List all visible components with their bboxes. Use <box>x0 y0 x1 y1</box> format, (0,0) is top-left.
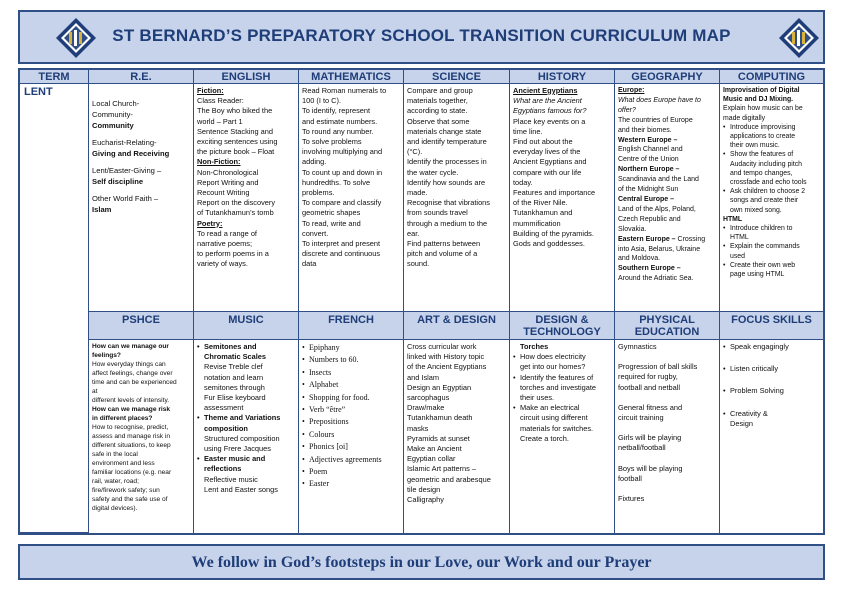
text-line: Gods and goddesses. <box>513 239 585 249</box>
mathematics-content <box>299 84 404 312</box>
header-history: HISTORY <box>510 70 615 84</box>
text-line: Slovakia. <box>618 225 647 233</box>
text-line: What are the Ancient <box>513 96 582 106</box>
header-term: TERM <box>20 70 89 84</box>
text-line: To identify, represent <box>302 106 371 116</box>
subheading: in different places? <box>92 415 153 422</box>
text-line: geometric shapes <box>302 208 361 218</box>
text-line: offer? <box>618 106 636 114</box>
text-line: time line. <box>513 126 543 136</box>
text-line: Scandinavia and the Land <box>618 176 699 184</box>
list-item: reflections <box>204 464 242 474</box>
text-line: To interpret and present <box>302 239 381 249</box>
list-item: get into our homes? <box>520 362 586 372</box>
list-item: • Easter <box>302 478 400 490</box>
spacer <box>618 484 716 494</box>
text-line: football <box>618 473 642 483</box>
text-line: geometric and arabesque <box>407 474 491 484</box>
science-content <box>404 84 510 312</box>
text-line: familiar locations (e.g. near <box>92 469 172 476</box>
text-line: rail, water, road; <box>92 478 139 485</box>
list-item: Chromatic Scales <box>204 352 267 362</box>
art-design-content <box>404 340 510 533</box>
text-line: Identify the processes in <box>407 157 487 167</box>
text-line: safety and the safe use of <box>92 496 168 503</box>
text-line: To read, write and <box>302 218 361 228</box>
text-line: world – Part 1 <box>197 116 243 126</box>
list-item: and tempo changes, <box>730 169 793 177</box>
text-line: Giving and Receiving <box>92 149 170 158</box>
text-line: affect feelings, change over <box>92 370 173 377</box>
text-line: into Asia, Belarus, Ukraine <box>618 245 701 253</box>
subheading: Southern Europe – <box>618 265 681 273</box>
spacer <box>618 454 716 464</box>
list-item: Reflective music <box>204 474 258 484</box>
text-line: through a medium to the <box>407 218 488 228</box>
text-line: discrete and continuous <box>302 249 381 259</box>
subheading: How can we manage risk <box>92 406 171 413</box>
list-item: • Easter music and <box>197 454 295 464</box>
text-line: Islam <box>92 205 112 214</box>
list-item: • Epiphany <box>302 342 400 354</box>
text-line: 100 (I to C). <box>302 96 342 106</box>
text-fragment: Crossing <box>675 235 706 243</box>
list-item: Design <box>730 418 754 428</box>
text-line: Egyptians famous for? <box>513 106 587 116</box>
list-item: songs and create their <box>730 197 799 205</box>
design-technology-content <box>510 340 615 533</box>
term-label: LENT <box>20 84 89 533</box>
list-item: torches and investigate <box>520 382 597 392</box>
text-line: General fitness and <box>618 402 683 412</box>
text-line: Self discipline <box>92 177 144 186</box>
text-line: Around the Adriatic Sea. <box>618 275 694 283</box>
list-item: their own music. <box>730 142 780 150</box>
text-line: and Islam <box>407 372 440 382</box>
text-line: To count up and down in <box>302 167 383 177</box>
list-item: • Problem Solving <box>723 386 820 396</box>
text-line: to perform poems in a <box>197 249 269 259</box>
list-item: • Show the features of <box>723 150 820 159</box>
header-line: PHYSICAL <box>639 314 695 326</box>
text-line: Observe that some <box>407 116 470 126</box>
text-line: The countries of Europe <box>618 116 693 124</box>
text-line: Land of the Alps, Poland, <box>618 205 696 213</box>
spacer <box>618 352 716 362</box>
text-line: according to state. <box>407 106 468 116</box>
text-line: the water cycle. <box>407 167 459 177</box>
list-item: • Phonics [oi] <box>302 441 400 453</box>
text-line: Ancient Egyptians and <box>513 157 587 167</box>
page-title: ST BERNARD’S PREPARATORY SCHOOL TRANSITION CURRICULUM MAP <box>112 26 731 45</box>
text-line: Make an Ancient <box>407 444 462 454</box>
list-item: • Creativity & <box>723 409 820 419</box>
list-item: • Verb “être” <box>302 404 400 416</box>
text-line: To round any number. <box>302 126 374 136</box>
text-line: Czech Republic and <box>618 215 681 223</box>
text-line: today. <box>513 177 533 187</box>
bullet-list <box>723 224 820 279</box>
text-line: and Moldova. <box>618 255 661 263</box>
list-item: Structured composition <box>204 433 280 443</box>
list-item: • Shopping for food. <box>302 392 400 404</box>
list-item: Create a torch. <box>520 433 569 443</box>
text-line: variety of ways. <box>197 259 248 269</box>
list-item: their uses. <box>520 393 555 403</box>
spacer <box>723 352 820 364</box>
text-line: required for rugby, <box>618 372 678 382</box>
list-item: page using HTML <box>730 271 785 279</box>
bullet-list <box>513 352 611 444</box>
text-line: adding. <box>302 157 327 167</box>
header-line: TECHNOLOGY <box>523 326 601 338</box>
text-line: linked with History topic <box>407 352 485 362</box>
text-line: Explain how music can be <box>723 105 803 113</box>
text-line: Cross curricular work <box>407 342 477 351</box>
list-item: used <box>730 252 745 260</box>
list-item: • Introduce improvising <box>723 123 820 132</box>
text-line: hundredths. To solve <box>302 177 371 187</box>
subheading: HTML <box>723 215 743 223</box>
text-line: Place key events on a <box>513 116 586 126</box>
text-line: different levels of intensity. <box>92 397 170 404</box>
header-focus-skills: FOCUS SKILLS <box>720 312 823 340</box>
header-mathematics: MATHEMATICS <box>299 70 404 84</box>
pshce-content <box>89 340 194 533</box>
text-line: English Channel and <box>618 146 683 154</box>
text-line: Tutankhamun and <box>513 208 573 218</box>
text-line: masks <box>407 423 429 433</box>
text-line: Local Church- <box>92 99 140 108</box>
list-item: • Explain the commands <box>723 242 820 251</box>
history-content <box>510 84 615 312</box>
text-line: Building of the pyramids. <box>513 228 594 238</box>
text-line: Report on the discovery <box>197 198 276 208</box>
subheading: Europe: <box>618 87 645 94</box>
school-motto: We follow in God’s footsteps in our Love, our Work and our Prayer <box>191 554 652 571</box>
text-line: at <box>92 388 98 395</box>
header-line: EDUCATION <box>634 326 700 338</box>
bullet-list <box>723 123 820 215</box>
text-line: environment and less <box>92 460 155 467</box>
text-line: Community- <box>92 110 133 119</box>
spacer <box>723 397 820 409</box>
motto-banner <box>18 544 825 580</box>
spacer <box>618 393 716 403</box>
text-line: Compare and group <box>407 86 473 95</box>
text-line: circuit training <box>618 413 664 423</box>
list-item: Fur Elise keyboard <box>204 393 266 403</box>
text-line: sarcophagus <box>407 393 450 403</box>
text-line: mummification <box>513 218 561 228</box>
text-line: Lent/Easter-Giving – <box>92 166 162 175</box>
text-line: Community <box>92 121 134 130</box>
list-item: • Create their own web <box>723 261 820 270</box>
text-line: Eucharist-Relating- <box>92 138 157 147</box>
text-line: sound. <box>407 259 430 269</box>
text-line: problems. <box>302 188 335 198</box>
text-line: compare with our life <box>513 167 582 177</box>
text-line: made. <box>407 188 428 198</box>
text-line: everyday lives of the <box>513 147 581 157</box>
text-line: exciting sentences using <box>197 137 278 147</box>
text-line: of Tutankhamun’s tomb <box>197 208 274 218</box>
text-line: Non-Chronological <box>197 167 259 177</box>
text-line: What does Europe have to <box>618 96 701 104</box>
text-line: Design an Egyptian <box>407 382 472 392</box>
header-design-technology <box>510 312 615 340</box>
subheading: Torches <box>520 342 549 351</box>
list-item: • Adjectives agreements <box>302 454 400 466</box>
list-item: Lent and Easter songs <box>204 484 278 494</box>
subheading: Poetry: <box>197 218 223 228</box>
text-line: data <box>302 259 317 269</box>
list-item: assessment <box>204 403 244 413</box>
header-re: R.E. <box>89 70 194 84</box>
music-content <box>194 340 299 533</box>
list-item: • Semitones and <box>197 342 295 352</box>
subheading: How can we manage our <box>92 343 169 350</box>
list-item: • Prepositions <box>302 416 400 428</box>
title-banner <box>18 10 825 64</box>
header-french: FRENCH <box>299 312 404 340</box>
spacer <box>723 374 820 386</box>
header-english: ENGLISH <box>194 70 299 84</box>
list-item: • Ask children to choose 2 <box>723 187 820 196</box>
header-art-design: ART & DESIGN <box>404 312 510 340</box>
text-line: netball/football <box>618 443 666 453</box>
text-line: narrative poems; <box>197 239 253 249</box>
text-line: fire/firework safety; sun <box>92 487 160 494</box>
header-science: SCIENCE <box>404 70 510 84</box>
text-line: Boys will be playing <box>618 463 683 473</box>
subheading: Northern Europe – <box>618 166 680 174</box>
list-item: • Theme and Variations <box>197 413 295 423</box>
text-line: Girls will be playing <box>618 433 682 443</box>
header-physical-education <box>615 312 720 340</box>
list-item: • Colours <box>302 429 400 441</box>
text-line: (°C). <box>407 147 423 157</box>
text-line: To read a range of <box>197 228 257 238</box>
spacer <box>618 423 716 433</box>
header-music: MUSIC <box>194 312 299 340</box>
text-line: of the River Nile. <box>513 198 568 208</box>
text-line: Recognise that vibrations <box>407 198 490 208</box>
subheading: Central Europe – <box>618 195 675 203</box>
text-line: Tutankhamun death <box>407 413 473 423</box>
text-line: Draw/make <box>407 403 445 413</box>
subheading: Ancient Egyptians <box>513 86 578 95</box>
text-line: How everyday things can <box>92 361 166 368</box>
header-pshce: PSHCE <box>89 312 194 340</box>
text-line: tile design <box>407 484 441 494</box>
text-line: Other World Faith – <box>92 194 159 203</box>
list-item: • Make an electrical <box>513 403 611 413</box>
text-line: of the Ancient Egyptians <box>407 362 487 372</box>
text-line: Centre of the Union <box>618 156 679 164</box>
list-item: using Frere Jacques <box>204 444 271 454</box>
list-item: Revise Treble clef <box>204 362 263 372</box>
geography-content <box>615 84 720 312</box>
text-line: Egyptian collar <box>407 454 456 464</box>
text-line: The Boy who biked the <box>197 106 273 116</box>
header-computing: COMPUTING <box>720 70 823 84</box>
list-item: • Speak engagingly <box>723 342 820 352</box>
text-line: Fixtures <box>618 494 645 504</box>
text-line: time and can be experienced <box>92 379 177 386</box>
text-line: Calligraphy <box>407 495 444 505</box>
text-line: safe in the local <box>92 451 138 458</box>
list-item: circuit using different <box>520 413 588 423</box>
bullet-list <box>197 342 295 495</box>
subheading: feelings? <box>92 352 121 359</box>
text-line: Islamic Art patterns – <box>407 464 477 474</box>
text-line: materials together, <box>407 96 468 106</box>
bullet-list <box>302 342 400 491</box>
text-line: materials change state <box>407 126 482 136</box>
list-item: applications to create <box>730 133 796 141</box>
list-item: • Insects <box>302 367 400 379</box>
text-line: from sounds travel <box>407 208 468 218</box>
list-item: notation and learn <box>204 372 264 382</box>
text-line: Pyramids at sunset <box>407 433 470 443</box>
list-item: • Identify the features of <box>513 373 611 383</box>
list-item: crossfade and echo tools <box>730 179 807 187</box>
list-item: composition <box>204 423 248 433</box>
english-content <box>194 84 299 312</box>
list-item: semitones through <box>204 382 265 392</box>
text-line: Find patterns between <box>407 239 481 249</box>
text-line: ear. <box>407 228 420 238</box>
text-line: football and netball <box>618 382 681 392</box>
curriculum-table <box>18 68 825 535</box>
subheading: Western Europe – <box>618 136 678 144</box>
text-line: digital devices). <box>92 505 138 512</box>
text-line: Read Roman numerals to <box>302 86 387 95</box>
text-line: Report Writing and <box>197 177 259 187</box>
subheading: Fiction: <box>197 86 224 95</box>
list-item: own mixed song. <box>730 206 782 214</box>
text-line: made digitally <box>723 114 766 122</box>
subheading: Eastern Europe – <box>618 235 676 243</box>
text-line: of the Midnight Sun <box>618 186 679 194</box>
re-content <box>89 84 194 312</box>
text-line: the picture book – Float <box>197 147 275 157</box>
text-line: involving multiplying and <box>302 147 383 157</box>
text-line: and estimate numbers. <box>302 116 378 126</box>
subheading: Improvisation of Digital <box>723 87 800 94</box>
header-line: DESIGN & <box>535 314 589 326</box>
list-item: HTML <box>730 234 749 242</box>
text-line: To solve problems <box>302 137 362 147</box>
text-line: convert. <box>302 228 329 238</box>
list-item: Audacity including pitch <box>730 160 803 168</box>
text-line: assess and manage risk in <box>92 433 171 440</box>
physical-education-content <box>615 340 720 533</box>
list-item: • Alphabet <box>302 379 400 391</box>
text-line: Gymnastics <box>618 342 657 351</box>
list-item: • How does electricity <box>513 352 611 362</box>
text-line: Progression of ball skills <box>618 362 698 372</box>
text-line: Class Reader: <box>197 96 244 106</box>
text-line: and identify temperature <box>407 137 487 147</box>
text-line: different situations, to keep <box>92 442 171 449</box>
text-line: To compare and classify <box>302 198 382 208</box>
list-item: • Numbers to 60. <box>302 354 400 366</box>
header-geography: GEOGRAPHY <box>615 70 720 84</box>
subheading: Music and DJ Mixing. <box>723 96 794 104</box>
list-item: • Introduce children to <box>723 224 820 233</box>
text-line: pitch and volume of a <box>407 249 478 259</box>
text-line: Recount Writing <box>197 188 250 198</box>
text-line <box>618 235 716 245</box>
school-crest-icon <box>777 16 821 60</box>
text-line: Identify how sounds are <box>407 177 486 187</box>
subheading: Non-Fiction: <box>197 157 241 167</box>
focus-skills-content <box>720 340 823 533</box>
french-content <box>299 340 404 533</box>
bullet-list <box>723 342 820 429</box>
text-line: How to recognise, predict, <box>92 424 169 431</box>
computing-content <box>720 84 823 312</box>
text-line: and their biomes. <box>618 126 672 134</box>
list-item: • Poem <box>302 466 400 478</box>
text-line: Features and importance <box>513 188 596 198</box>
list-item: materials for switches. <box>520 423 594 433</box>
list-item: • Listen critically <box>723 364 820 374</box>
text-line: Find out about the <box>513 137 573 147</box>
text-line: Sentence Stacking and <box>197 126 274 136</box>
